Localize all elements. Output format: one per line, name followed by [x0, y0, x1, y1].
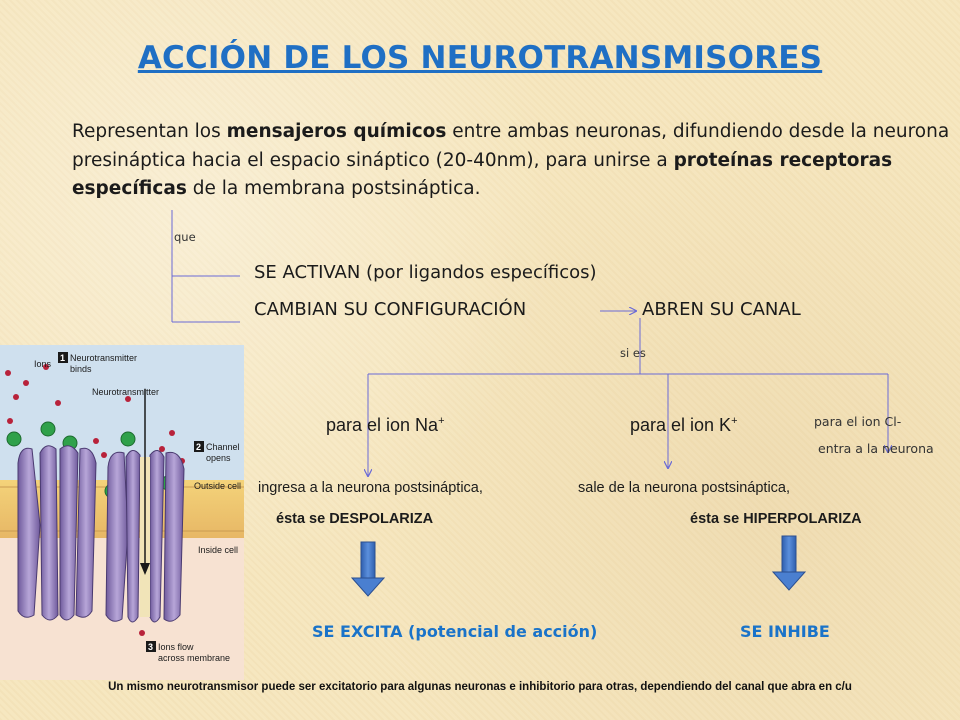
footer-note: Un mismo neurotransmisor puede ser excitatorio para algunas neuronas e inhibitorio para otras, dependiendo del canal que abra en c/u	[108, 681, 852, 693]
fig-label-inside: Inside cell	[198, 545, 239, 555]
intro-text-3: de la membrana postsináptica.	[186, 178, 481, 199]
down-arrow-excita	[352, 542, 384, 596]
branch-na-result: ésta se DESPOLARIZA	[276, 511, 434, 527]
fig-label-step1-b: binds	[70, 364, 92, 374]
outcome-inhibe: SE INHIBE	[740, 622, 830, 641]
branch-na-label: para el ion Na+	[326, 415, 445, 435]
step-se-activan: SE ACTIVAN (por ligandos específicos)	[254, 262, 597, 283]
down-arrow-inhibe	[773, 536, 805, 590]
outcome-excita: SE EXCITA (potencial de acción)	[312, 622, 598, 641]
branch-k-result: ésta se HIPERPOLARIZA	[690, 511, 862, 527]
fig-label-step3-b: across membrane	[158, 653, 231, 663]
branch-k-effect: sale de la neurona postsináptica,	[578, 480, 791, 496]
svg-text:1: 1	[60, 353, 66, 363]
fig-label-step2-a: Channel	[206, 442, 240, 452]
intro-text-2: entre ambas neuronas, difundiendo desde la neurona presináptica hacia el espacio sináptico (20-40nm), para unirse a	[72, 121, 950, 171]
intro-bold-proteinas: proteínas receptoras específicas	[72, 149, 893, 199]
intro-text-1: Representan los	[72, 121, 227, 142]
fig-label-step2-b: opens	[206, 453, 231, 463]
ion-channel-figure	[0, 345, 244, 680]
connector-si-es: si es	[620, 346, 646, 360]
intro-bold-mensajeros: mensajeros químicos	[226, 121, 447, 142]
connector-que: que	[174, 230, 196, 244]
fig-label-step3-a: Ions flow	[158, 642, 194, 652]
branch-cl-label: para el ion Cl-	[814, 414, 902, 429]
step-abren-canal: ABREN SU CANAL	[642, 299, 801, 320]
step-cambian-configuracion: CAMBIAN SU CONFIGURACIÓN	[254, 299, 527, 320]
branch-cl-effect: entra a la neurona	[818, 441, 934, 456]
fig-label-ions: Ions	[34, 359, 52, 369]
fig-label-neurotransmitter: Neurotransmitter	[92, 387, 160, 397]
svg-text:2: 2	[196, 442, 202, 452]
fig-label-step1-a: Neurotransmitter	[70, 353, 138, 363]
branch-k-label: para el ion K+	[630, 415, 738, 435]
branch-na-effect: ingresa a la neurona postsináptica,	[258, 480, 483, 496]
page-title: ACCIÓN DE LOS NEUROTRANSMISORES	[137, 40, 823, 76]
svg-text:3: 3	[148, 642, 154, 652]
fig-label-outside: Outside cell	[194, 481, 242, 491]
